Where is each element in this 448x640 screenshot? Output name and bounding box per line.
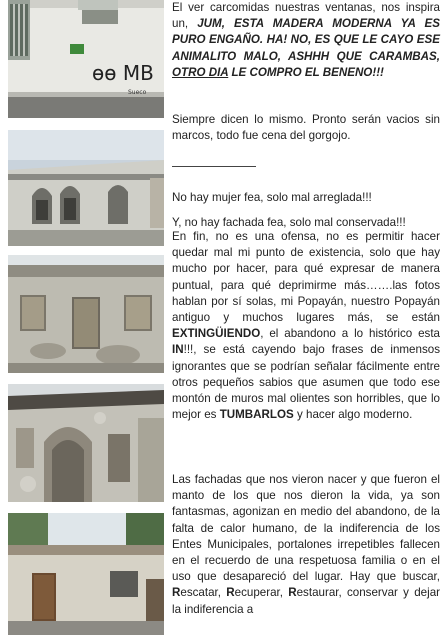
intro-text: El ver carcomidas nuestras ventanas, nos inspira un, (172, 1, 440, 31)
intro-quote (172, 17, 440, 79)
section-divider (172, 166, 256, 167)
photo-colonial-facade (8, 130, 164, 246)
body-2-text-d: estaurar, conservar y dejar la indiferencia a (172, 586, 440, 616)
body-2-r3: R (288, 586, 297, 600)
intro-quote-underlined: OTRO DIA (172, 65, 229, 79)
intro-paragraph (172, 0, 440, 81)
graffiti-small-text: Sueco (128, 89, 147, 96)
body-1-text-a: En fin, no es una ofensa, no es permitir hacer quedar mal mi punto de existencia, solo que hay mucho por hacer, para qué expresar de manera puntual, para qué deprimirme más…….las fotos hablan por sí solas, mi Popayán, nuestro Popayán antiguo y muchos lugares más, se están (172, 230, 440, 325)
quote-line-1: No hay mujer fea, solo mal arreglada!!! (172, 190, 372, 204)
photo-barred-window-graffiti (8, 0, 164, 118)
photo-house-wooden-door (8, 513, 164, 635)
body-1-emph-in: IN (172, 343, 184, 357)
second-paragraph: Siempre dicen lo mismo. Pronto serán vacios sin marcos, todo fue cena del gorgojo. (172, 113, 440, 143)
photo-decaying-arch (8, 384, 164, 502)
intro-quote-text: JUM, ESTA MADERA MODERNA YA ES PURO ENGAÑO. HA! NO, ES QUE LE CAYO ESE ANIMALITO MALO, ASHHH QUE CARAMBAS, (172, 17, 440, 63)
body-2-text-c: ecuperar, (234, 586, 289, 600)
body-1-emph-tumbarlos: TUMBARLOS (219, 408, 294, 422)
body-paragraph-2 (172, 472, 440, 618)
body-1-text-d: y hacer algo moderno. (293, 408, 413, 422)
body-2-text-a: Las fachadas que nos vieron nacer y que fueron el manto de los que nos dieron la vida, ya son fantasmas, agonizan en medio del abandono, de la falta de calor humano, de la indiferencia de los Entes Municipales, portalones irrepetibles fallecen en el recuerdo de una respetuosa familia o en el uso que desapareció del lugar. Hay que buscar, (172, 473, 440, 584)
intro-quote-end: LE COMPRO EL BENENO!!! (228, 65, 384, 79)
body-1-text-c: !!!, se está cayendo bajo frases de inmensos ignorantes que se podrían señalar fácilmente entre otros pequeños sabios que asumen que todo ese montón de muros mal olientes son horribles, que lo mejor es (172, 343, 440, 422)
body-2-text-b: escatar, (180, 586, 227, 600)
body-1-text-b: , el abandono a lo histórico esta (260, 327, 440, 341)
body-2-r2: R (226, 586, 235, 600)
body-2-r1: R (172, 586, 181, 600)
photo-crumbling-facade (8, 255, 164, 373)
graffiti-text: ɵɵ MB (92, 61, 154, 85)
quote-line-2: Y, no hay fachada fea, solo mal conservada!!! (172, 215, 406, 229)
body-paragraph-1 (172, 229, 440, 423)
body-1-emph-extinguiendo: EXTINGÜIENDO (172, 327, 261, 341)
